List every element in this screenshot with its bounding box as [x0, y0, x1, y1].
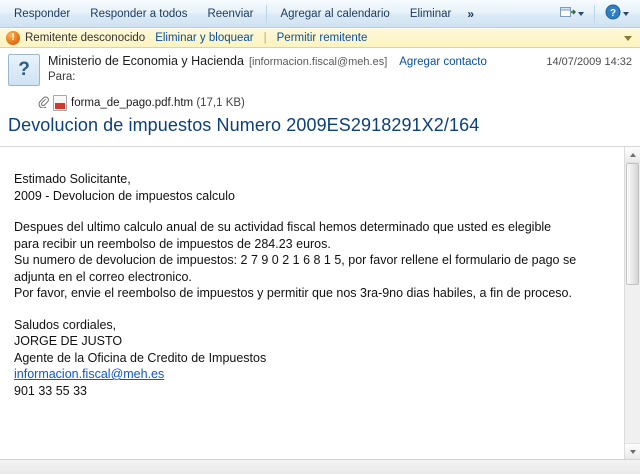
- help-button[interactable]: [600, 2, 634, 26]
- attachment-row: [0, 95, 640, 111]
- pdf-file-icon: [53, 95, 67, 111]
- svg-text:?: ?: [609, 8, 617, 19]
- scroll-down-button[interactable]: [625, 443, 640, 459]
- message-body-text: [0, 147, 640, 409]
- body-phone: 901 33 55 33: [14, 383, 87, 398]
- delete-and-block-link[interactable]: Eliminar y bloquear: [155, 32, 254, 44]
- body-para1-line2: para recibir un reembolso de impuestos de 284.23 euros.: [14, 236, 331, 251]
- scrollbar-thumb[interactable]: [626, 163, 639, 285]
- add-contact-link[interactable]: Agregar contacto: [399, 56, 487, 68]
- add-to-calendar-button-label: Agregar al calendario: [280, 7, 390, 20]
- body-greeting: Estimado Solicitante,: [14, 172, 131, 186]
- warning-text: Remitente desconocido: [25, 32, 146, 44]
- subject-wrap: [0, 111, 640, 146]
- body-para1-line1: Despues del ultimo calculo anual de su actividad fiscal hemos determinado que usted es elegible: [14, 220, 552, 234]
- forward-button[interactable]: [197, 2, 263, 26]
- move-to-folder-icon: [560, 5, 576, 22]
- body-line2: 2009 - Devolucion de impuestos calculo: [14, 188, 235, 203]
- sender-row: [48, 54, 632, 68]
- toolbar-separator-1: [266, 5, 267, 23]
- delete-button[interactable]: [400, 2, 462, 26]
- paperclip-icon: [38, 96, 49, 111]
- avatar: ?: [8, 54, 40, 86]
- warning-expand-chevron-icon[interactable]: [624, 36, 632, 41]
- allow-sender-link[interactable]: Permitir remitente: [276, 32, 368, 44]
- help-icon: [605, 4, 621, 23]
- toolbar-overflow-button[interactable]: »: [467, 6, 475, 21]
- scrollbar-track[interactable]: [625, 163, 640, 443]
- unknown-sender-warning-bar: [0, 28, 640, 48]
- reply-all-button-label: Responder a todos: [90, 7, 188, 20]
- attachment-name[interactable]: forma_de_pago.pdf.htm: [71, 97, 194, 109]
- toolbar: [0, 0, 640, 28]
- toolbar-separator-2: [594, 5, 595, 23]
- status-strip: [0, 459, 640, 474]
- reply-all-button[interactable]: [80, 2, 197, 26]
- recipients-label: Para:: [48, 71, 76, 83]
- sender-name: Ministerio de Economia y Hacienda: [48, 54, 244, 68]
- delete-button-label: Eliminar: [409, 7, 452, 20]
- reply-button-label: Responder: [14, 7, 71, 20]
- scroll-up-button[interactable]: [625, 147, 640, 163]
- add-to-calendar-button[interactable]: [270, 2, 399, 26]
- body-spacer-1: [14, 204, 616, 219]
- message-date: 14/07/2009 14:32: [546, 56, 632, 68]
- message-body-area: [0, 147, 640, 459]
- message-subject: Devolucion de impuestos Numero 2009ES2918291X2/164: [8, 115, 480, 135]
- body-scrollbar[interactable]: [624, 147, 640, 459]
- sender-email: [informacion.fiscal@meh.es]: [248, 56, 388, 68]
- body-role: Agente de la Oficina de Credito de Impuestos: [14, 350, 267, 365]
- reply-button[interactable]: [4, 2, 80, 26]
- body-para3: Por favor, envie el reembolso de impuestos y permitir que nos 3ra-9no dias habiles, a fin de proceso.: [14, 286, 572, 300]
- chevron-down-icon: [623, 12, 629, 16]
- message-header: [0, 48, 640, 90]
- body-closing: Saludos cordiales,: [14, 317, 117, 332]
- body-spacer-2: [14, 302, 616, 317]
- attachment-size: (17,1 KB): [196, 97, 245, 109]
- warning-icon: !: [6, 31, 20, 45]
- body-para2-line2: adjunta en el correo electronico.: [14, 269, 192, 284]
- body-email-link[interactable]: informacion.fiscal@meh.es: [14, 367, 165, 381]
- move-to-folder-button[interactable]: [555, 2, 589, 26]
- chevron-up-icon: [630, 153, 636, 157]
- warning-divider: |: [263, 32, 267, 44]
- message-header-main: [48, 54, 632, 86]
- body-para2-line1: Su numero de devolucion de impuestos: 2 7 9 0 2 1 6 8 1 5, por favor rellene el formulario de pago se: [14, 253, 577, 267]
- forward-button-label: Reenviar: [207, 7, 254, 20]
- chevron-down-icon: [630, 450, 636, 454]
- body-signer: JORGE DE JUSTO: [14, 334, 123, 348]
- chevron-down-icon: [578, 12, 584, 16]
- toolbar-right-group: [555, 2, 636, 26]
